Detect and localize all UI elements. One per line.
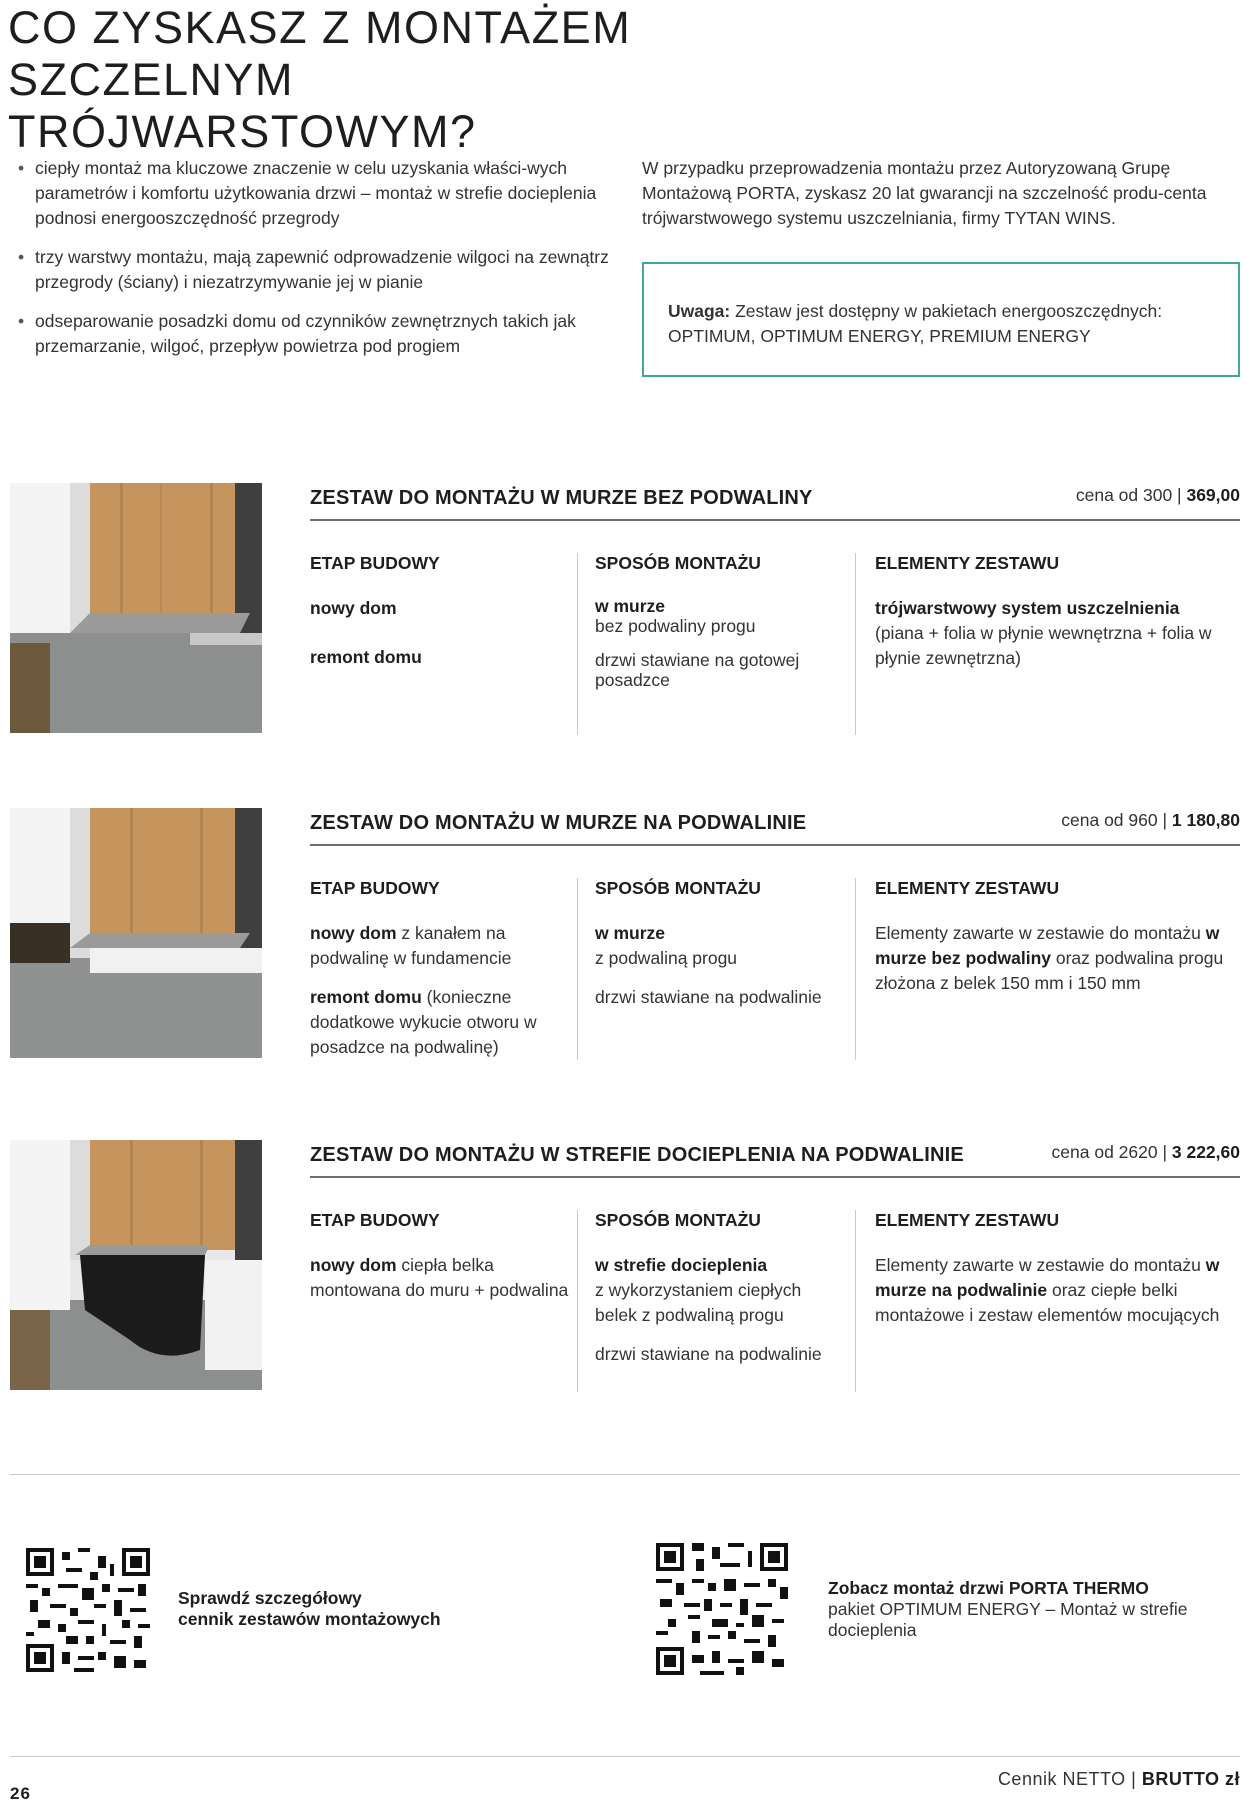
- column-header: ETAP BUDOWY: [310, 878, 440, 898]
- column-header: ETAP BUDOWY: [310, 553, 440, 573]
- elements-column: ELEMENTY ZESTAWU trójwarstwowy system uszczelnienia (piana + folia w płynie wewnętrzna + folia w płynie zewnętrzna): [875, 551, 1245, 685]
- divider: [310, 844, 1240, 846]
- qr-code-installation-video[interactable]: [656, 1543, 788, 1675]
- page-number: 26: [10, 1784, 31, 1803]
- benefits-list: [18, 156, 618, 373]
- column-divider: [577, 1210, 578, 1392]
- column-header: SPOSÓB MONTAŻU: [595, 878, 761, 898]
- kit-price-gross: 3 222,60: [1171, 1142, 1240, 1162]
- divider: [310, 519, 1240, 521]
- elements-column: ELEMENTY ZESTAWU Elementy zawarte w zestawie do montażu w murze na podwalinie oraz ciepłe belki montażowe i zestaw elementów mocujących: [875, 1208, 1245, 1342]
- column-header: SPOSÓB MONTAŻU: [595, 553, 761, 573]
- note-box: [642, 262, 1240, 377]
- qr-video-caption: Zobacz montaż drzwi PORTA THERMO pakiet OPTIMUM ENERGY – Montaż w strefie docieplenia: [828, 1578, 1188, 1640]
- elements-column: ELEMENTY ZESTAWU Elementy zawarte w zestawie do montażu w murze bez podwaliny oraz podwalina progu złożona z belek 150 mm i 150 mm: [875, 876, 1245, 1010]
- column-divider: [855, 553, 856, 735]
- kit-price-gross: 1 180,80: [1171, 810, 1240, 830]
- column-header: ELEMENTY ZESTAWU: [875, 553, 1060, 573]
- divider: [10, 1474, 1240, 1475]
- stage-column: ETAP BUDOWY nowy dom remont domu: [310, 551, 580, 684]
- column-divider: [577, 553, 578, 735]
- note-label: Uwaga:: [668, 301, 731, 321]
- qr-price-list-caption: Sprawdź szczegółowy cennik zestawów montażowych: [178, 1588, 441, 1629]
- benefit-item: • ciepły montaż ma kluczowe znaczenie w celu uzyskania właści-wych parametrów i komfortu użytkowania drzwi – montaż w strefie docieplenia podnosi energooszczędność przegrody: [18, 156, 618, 231]
- kit-section-3: [0, 1140, 1250, 1392]
- page-title: [8, 2, 908, 158]
- kit-price: cena od 960 | 1 180,80: [1061, 810, 1240, 830]
- stage-column: ETAP BUDOWY nowy dom ciepła belka montowana do muru + podwalina: [310, 1208, 580, 1317]
- column-header: ELEMENTY ZESTAWU: [875, 1210, 1060, 1230]
- column-header: ETAP BUDOWY: [310, 1210, 440, 1230]
- page-title-line-2: TRÓJWARSTOWYM?: [8, 106, 477, 157]
- column-divider: [577, 878, 578, 1060]
- column-divider: [855, 878, 856, 1060]
- page-title-line-1: CO ZYSKASZ Z MONTAŻEM SZCZELNYM: [8, 2, 632, 105]
- kit-price-gross: 369,00: [1186, 485, 1240, 505]
- method-column: SPOSÓB MONTAŻU w murze z podwaliną progu drzwi stawiane na podwalinie: [595, 876, 845, 1024]
- footer-divider: [10, 1756, 1240, 1757]
- warranty-text: W przypadku przeprowadzenia montażu przez Autoryzowaną Grupę Montażową PORTA, zyskasz 20 lat gwarancji na szczelność produ-centa trójwarstwowego systemu uszczelniania, firmy TYTAN WINS.: [642, 158, 1207, 228]
- kit-price: cena od 300 | 369,00: [1075, 485, 1240, 505]
- method-column: SPOSÓB MONTAŻU w strefie docieplenia z wykorzystaniem ciepłych belek z podwaliną progu drzwi stawiane na podwalinie: [595, 1208, 845, 1381]
- kit-price: cena od 2620 | 3 222,60: [1051, 1142, 1240, 1162]
- column-divider: [855, 1210, 856, 1392]
- kit-title: ZESTAW DO MONTAŻU W STREFIE DOCIEPLENIA NA PODWALINIE: [310, 1144, 964, 1166]
- kit-section-1: [0, 483, 1250, 735]
- kit-title: ZESTAW DO MONTAŻU W MURZE NA PODWALINIE: [310, 812, 807, 834]
- qr-code-price-list[interactable]: [26, 1548, 150, 1672]
- price-type-label: Cennik NETTO | BRUTTO zł: [997, 1769, 1240, 1789]
- benefit-item: • trzy warstwy montażu, mają zapewnić odprowadzenie wilgoci na zewnątrz przegrody (ściany) i niezatrzymywanie jej w pianie: [18, 245, 618, 295]
- benefit-item: • odseparowanie posadzki domu od czynników zewnętrznych takich jak przemarzanie, wilgoć, przepływ powietrza pod progiem: [18, 309, 618, 359]
- divider: [310, 1176, 1240, 1178]
- column-header: ELEMENTY ZESTAWU: [875, 878, 1060, 898]
- stage-column: ETAP BUDOWY nowy dom z kanałem na podwalinę w fundamencie remont domu (konieczne dodatkowe wykucie otworu w posadzce na podwalinę): [310, 876, 580, 1074]
- note-text: Zestaw jest dostępny w pakietach energooszczędnych: OPTIMUM, OPTIMUM ENERGY, PREMIUM ENERGY: [668, 301, 1163, 346]
- kit-section-2: [0, 808, 1250, 1060]
- column-header: SPOSÓB MONTAŻU: [595, 1210, 761, 1230]
- installation-image-2: [10, 808, 262, 1058]
- installation-image-3: [10, 1140, 262, 1390]
- installation-image-1: [10, 483, 262, 733]
- method-column: SPOSÓB MONTAŻU w murze bez podwaliny progu drzwi stawiane na gotowej posadzce: [595, 551, 845, 704]
- kit-title: ZESTAW DO MONTAŻU W MURZE BEZ PODWALINY: [310, 487, 813, 509]
